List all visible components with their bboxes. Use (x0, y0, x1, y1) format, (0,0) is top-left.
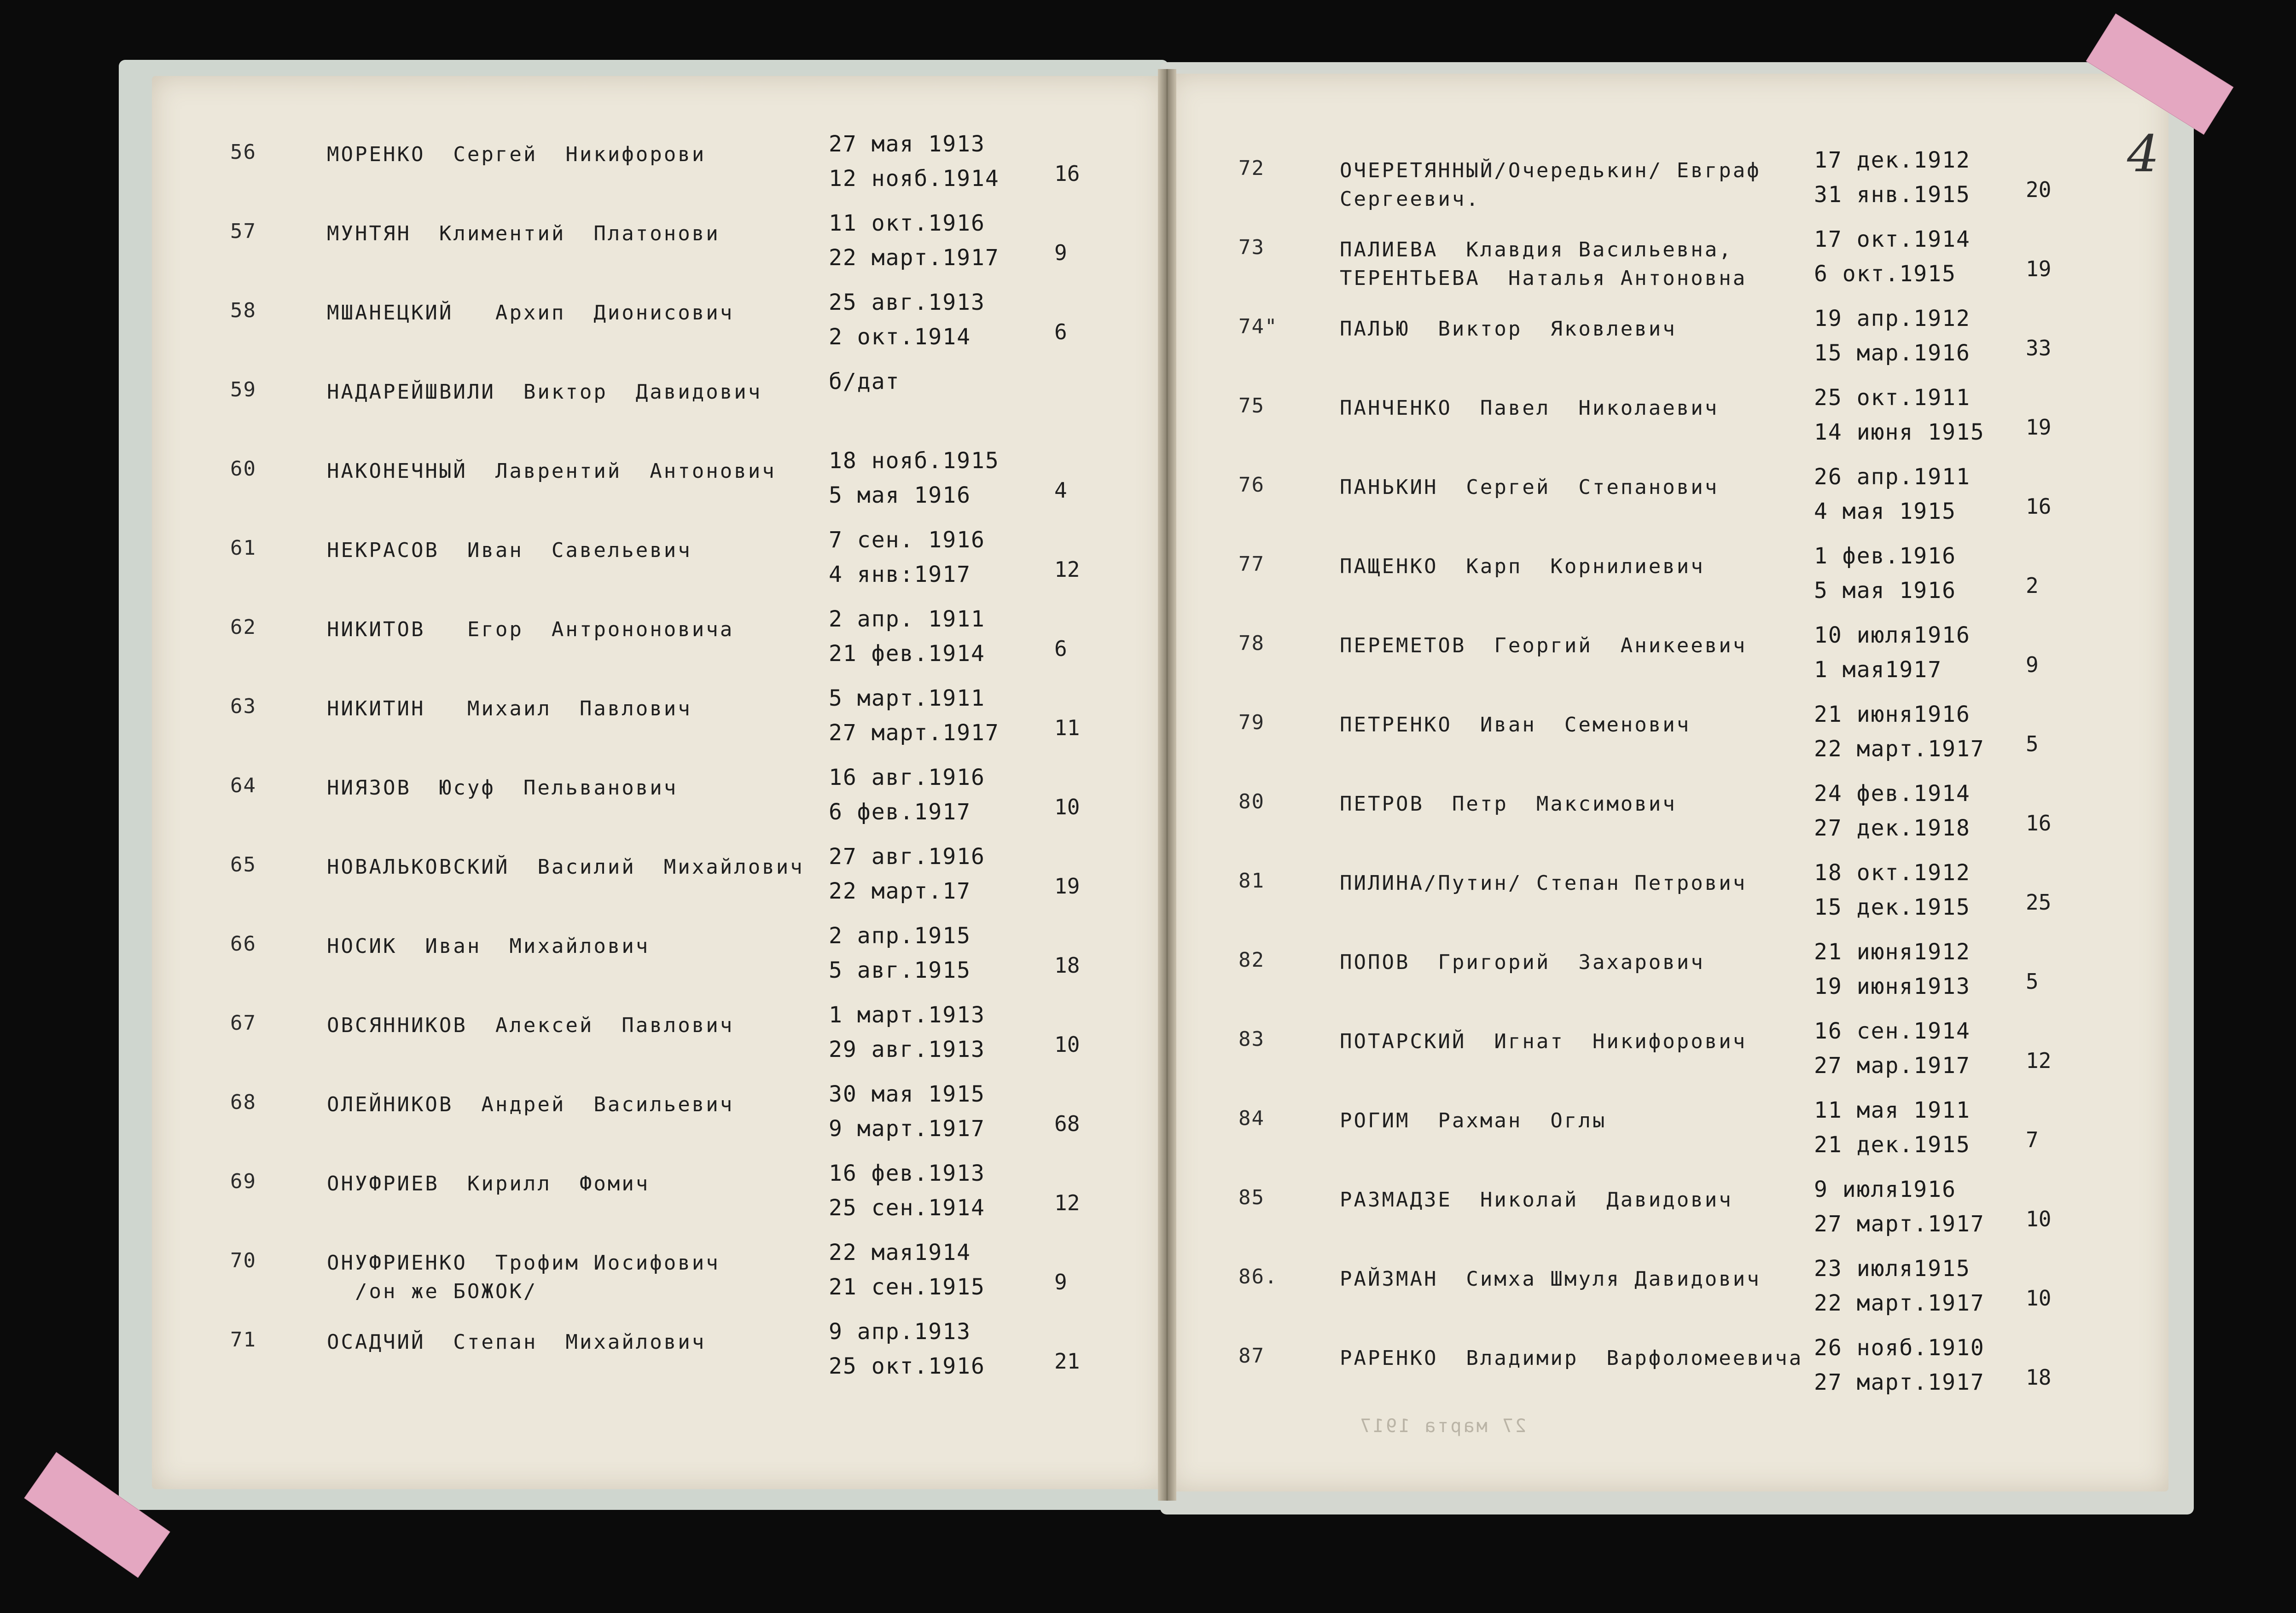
entry-date-end: 21 фев.1914 (829, 641, 985, 667)
entry-count: 12 (1054, 557, 1080, 582)
entry-number: 71 (230, 1328, 256, 1352)
entry-count: 19 (1054, 874, 1080, 899)
entry-date-end: 6 фев.1917 (829, 799, 971, 825)
entry-name: ПАЩЕНКО Карп Корнилиевич (1340, 555, 1705, 578)
entry-count: 10 (1054, 795, 1080, 819)
entry-date-start: 19 апр.1912 (1814, 306, 1970, 331)
entry-name: ОСАДЧИЙ Степан Михайлович (327, 1330, 706, 1354)
entry-number: 70 (230, 1249, 256, 1272)
entry-date-start: 9 июля1916 (1814, 1177, 1956, 1202)
register-entry (152, 844, 1165, 934)
entry-name: ОНУФРИЕВ Кирилл Фомич (327, 1172, 650, 1195)
left-page-entries (152, 76, 1165, 1489)
entry-number: 66 (230, 932, 256, 956)
entry-date-end: 25 окт.1916 (829, 1353, 985, 1379)
register-entry (152, 923, 1165, 1013)
entry-count: 7 (2026, 1127, 2039, 1152)
entry-count: 16 (1054, 161, 1080, 186)
entry-name: НОСИК Иван Михайлович (327, 934, 650, 958)
entry-count: 16 (2026, 494, 2052, 519)
entry-date-start: 21 июня1916 (1814, 702, 1970, 727)
entry-count: 10 (2026, 1286, 2052, 1311)
entry-date-end: 21 сен.1915 (829, 1274, 985, 1300)
register-entry (1169, 226, 2168, 316)
entry-date-end: 31 янв.1915 (1814, 182, 1970, 208)
entry-date-end: 27 дек.1918 (1814, 815, 1970, 841)
register-entry (1169, 1177, 2168, 1266)
entry-date-start: 24 фев.1914 (1814, 781, 1970, 806)
register-entry (1169, 543, 2168, 633)
register-entry (152, 765, 1165, 854)
entry-count: 6 (1054, 319, 1067, 344)
entry-date-start: 30 мая 1915 (829, 1081, 985, 1107)
entry-number: 73 (1238, 236, 1265, 259)
entry-number: 79 (1238, 711, 1265, 734)
register-entry (152, 369, 1165, 458)
entry-date-end: 22 март.1917 (1814, 1290, 1985, 1316)
register-entry (1169, 1097, 2168, 1187)
entry-name: НАДАРЕЙШВИЛИ Виктор Давидович (327, 380, 762, 404)
entry-count: 10 (1054, 1032, 1080, 1057)
entry-count: 25 (2026, 890, 2052, 915)
entry-number: 74" (1238, 315, 1278, 338)
entry-number: 68 (230, 1091, 256, 1114)
entry-date-start: 2 апр.1915 (829, 923, 971, 949)
register-entry (1169, 306, 2168, 395)
entry-name: РАРЕНКО Владимир Варфоломеевича (1340, 1346, 1803, 1370)
entry-count: 21 (1054, 1349, 1080, 1374)
page-number-handwritten: 4 (2127, 124, 2159, 183)
entry-count: 9 (1054, 240, 1067, 265)
entry-name: МОРЕНКО Сергей Никифорови (327, 143, 706, 166)
entry-name: ПИЛИНА/Путин/ Степан Петрович (1340, 871, 1747, 895)
entry-name: НОВАЛЬКОВСКИЙ Василий Михайлович (327, 855, 804, 879)
register-entry (1169, 702, 2168, 791)
entry-date-start: 11 окт.1916 (829, 210, 985, 236)
entry-count: 4 (1054, 478, 1067, 503)
entry-date-start: 1 март.1913 (829, 1002, 985, 1028)
entry-number: 77 (1238, 552, 1265, 576)
entry-name: ПОТАРСКИЙ Игнат Никифорович (1340, 1030, 1747, 1053)
entry-name: ПЕРЕМЕТОВ Георгий Аникеевич (1340, 634, 1747, 657)
entry-name: ОЧЕРЕТЯННЫЙ/Очередькин/ Евграф Сергеевич. (1340, 159, 1761, 211)
entry-count: 9 (2026, 652, 2039, 677)
entry-date-start: 1 фев.1916 (1814, 543, 1956, 569)
register-entry (152, 606, 1165, 696)
entry-date-start: 5 март.1911 (829, 685, 985, 711)
entry-date-end: 22 март.1917 (1814, 736, 1985, 762)
entry-date-start: 16 фев.1913 (829, 1160, 985, 1186)
entry-date-end: 12 нояб.1914 (829, 166, 1000, 191)
entry-date-start: 22 мая1914 (829, 1240, 971, 1265)
entry-count: 10 (2026, 1207, 2052, 1231)
entry-name: ПЕТРОВ Петр Максимович (1340, 792, 1677, 816)
register-entry (152, 1240, 1165, 1329)
entry-date-start: 21 июня1912 (1814, 939, 1970, 965)
entry-count: 16 (2026, 811, 2052, 836)
entry-name: ОНУФРИЕНКО Трофим Иосифович /он же БОЖОК/ (327, 1251, 720, 1303)
entry-date-end: 27 март.1917 (1814, 1211, 1985, 1237)
entry-number: 56 (230, 140, 256, 164)
entry-number: 80 (1238, 790, 1265, 813)
register-entry (1169, 464, 2168, 554)
register-entry (152, 685, 1165, 775)
bleed-through-text: 27 марта 1917 (1358, 1416, 1527, 1437)
entry-number: 82 (1238, 948, 1265, 972)
entry-name: РАЙЗМАН Симха Шмуля Давидович (1340, 1267, 1761, 1291)
entry-name: ПАЛЬЮ Виктор Яковлевич (1340, 317, 1677, 341)
entry-name: ОВСЯННИКОВ Алексей Павлович (327, 1014, 734, 1037)
entry-date-end: 27 март.1917 (1814, 1369, 1985, 1395)
entry-date-start: 11 мая 1911 (1814, 1097, 1970, 1123)
left-page (152, 76, 1165, 1489)
entry-date-start: 9 апр.1913 (829, 1319, 971, 1345)
register-entry (1169, 147, 2168, 237)
entry-date-start: 18 нояб.1915 (829, 448, 1000, 474)
entry-name: НИКИТОВ Егор Антрононовича (327, 618, 734, 641)
entry-date-end: 5 мая 1916 (1814, 578, 1956, 603)
entry-count: 2 (2026, 573, 2039, 598)
entry-date-end: 21 дек.1915 (1814, 1132, 1970, 1158)
entry-number: 76 (1238, 473, 1265, 497)
register-entry (152, 1319, 1165, 1409)
entry-date-start: 2 апр. 1911 (829, 606, 985, 632)
entry-date-end: 2 окт.1914 (829, 324, 971, 350)
entry-number: 83 (1238, 1027, 1265, 1051)
entry-count: 18 (1054, 953, 1080, 978)
entry-number: 75 (1238, 394, 1265, 418)
register-entry (1169, 622, 2168, 712)
entry-date-start: 7 сен. 1916 (829, 527, 985, 553)
entry-date-end: 15 дек.1915 (1814, 894, 1970, 920)
register-entry (152, 1160, 1165, 1250)
entry-count: 5 (2026, 969, 2039, 994)
entry-number: 58 (230, 299, 256, 322)
entry-number: 65 (230, 853, 256, 876)
entry-number: 60 (230, 457, 256, 481)
entry-count: 12 (2026, 1048, 2052, 1073)
entry-date-end: 29 авг.1913 (829, 1037, 985, 1062)
entry-date-end: 4 янв:1917 (829, 562, 971, 587)
entry-name: ОЛЕЙНИКОВ Андрей Васильевич (327, 1093, 734, 1116)
entry-name: ПАЛИЕВА Клавдия Васильевна, ТЕРЕНТЬЕВА Наталья Антоновна (1340, 238, 1747, 290)
entry-number: 72 (1238, 157, 1265, 180)
register-entry (1169, 385, 2168, 475)
entry-name: НАКОНЕЧНЫЙ Лаврентий Антонович (327, 459, 776, 483)
entry-count: 18 (2026, 1365, 2052, 1390)
entry-date-end: 9 март.1917 (829, 1116, 985, 1142)
entry-name: МУНТЯН Климентий Платонови (327, 222, 720, 245)
entry-number: 57 (230, 220, 256, 243)
register-entry (1169, 1018, 2168, 1108)
entry-date-start: 17 дек.1912 (1814, 147, 1970, 173)
entry-number: 59 (230, 378, 256, 401)
entry-date-start: 18 окт.1912 (1814, 860, 1970, 886)
entry-count: 19 (2026, 256, 2052, 281)
entry-count: 11 (1054, 715, 1080, 740)
entry-name: ПЕТРЕНКО Иван Семенович (1340, 713, 1691, 737)
entry-date-end: 25 сен.1914 (829, 1195, 985, 1221)
entry-name: ПОПОВ Григорий Захарович (1340, 951, 1705, 974)
register-entry (152, 290, 1165, 379)
entry-number: 86. (1238, 1265, 1278, 1288)
entry-number: 85 (1238, 1186, 1265, 1209)
entry-number: 81 (1238, 869, 1265, 893)
entry-number: 78 (1238, 632, 1265, 655)
entry-name: ПАНЧЕНКО Павел Николаевич (1340, 396, 1719, 420)
entry-date-start: 27 мая 1913 (829, 131, 985, 157)
entry-date-end: 15 мар.1916 (1814, 340, 1970, 366)
entry-count: 9 (1054, 1270, 1067, 1294)
entry-date-end: 5 мая 1916 (829, 482, 971, 508)
entry-name: ПАНЬКИН Сергей Степанович (1340, 476, 1719, 499)
register-entry (152, 131, 1165, 221)
entry-date-end: 22 март.1917 (829, 245, 1000, 271)
entry-date-start: 25 окт.1911 (1814, 385, 1970, 411)
entry-count: 6 (1054, 636, 1067, 661)
entry-number: 84 (1238, 1107, 1265, 1130)
entry-count: 12 (1054, 1190, 1080, 1215)
register-entry (152, 448, 1165, 538)
entry-date-end: 22 март.17 (829, 878, 971, 904)
entry-date-start: 26 апр.1911 (1814, 464, 1970, 490)
entry-count: 19 (2026, 415, 2052, 440)
entry-count: 68 (1054, 1111, 1080, 1136)
entry-count: 5 (2026, 731, 2039, 756)
entry-number: 69 (230, 1170, 256, 1193)
right-page (1169, 74, 2168, 1491)
entry-name: МШАНЕЦКИЙ Архип Дионисович (327, 301, 734, 325)
entry-date-start: 26 нояб.1910 (1814, 1335, 1985, 1361)
entry-name: НИЯЗОВ Юсуф Пельванович (327, 776, 678, 800)
entry-date-start: 23 июля1915 (1814, 1256, 1970, 1282)
entry-date-end: 19 июня1913 (1814, 974, 1970, 999)
entry-number: 62 (230, 615, 256, 639)
entry-date-end: 5 авг.1915 (829, 957, 971, 983)
entry-date-start: 25 авг.1913 (829, 290, 985, 315)
entry-name: РАЗМАДЗЕ Николай Давидович (1340, 1188, 1733, 1212)
entry-name: НИКИТИН Михаил Павлович (327, 697, 692, 720)
entry-date-end: 14 июня 1915 (1814, 419, 1985, 445)
entry-date-end: 4 мая 1915 (1814, 499, 1956, 524)
entry-date-start: 17 окт.1914 (1814, 226, 1970, 252)
entry-date-start: 10 июля1916 (1814, 622, 1970, 648)
entry-date-start: 16 сен.1914 (1814, 1018, 1970, 1044)
entry-number: 67 (230, 1011, 256, 1035)
entry-date-end: 27 март.1917 (829, 720, 1000, 746)
register-entry (152, 210, 1165, 300)
entry-name: НЕКРАСОВ Иван Савельевич (327, 539, 692, 562)
register-entry (152, 1002, 1165, 1092)
entry-name: РОГИМ Рахман Оглы (1340, 1109, 1607, 1132)
entry-date-end: 27 мар.1917 (1814, 1053, 1970, 1079)
register-entry (1169, 860, 2168, 950)
register-entry (1169, 1256, 2168, 1346)
register-entry (152, 527, 1165, 617)
book-spine-fold (1158, 69, 1176, 1501)
entry-number: 64 (230, 774, 256, 797)
entry-date-end: 6 окт.1915 (1814, 261, 1956, 287)
right-page-entries (1169, 74, 2168, 1491)
register-entry (1169, 781, 2168, 870)
register-entry (1169, 939, 2168, 1029)
entry-count: 20 (2026, 177, 2052, 202)
entry-number: 61 (230, 536, 256, 560)
entry-date-start: 27 авг.1916 (829, 844, 985, 870)
entry-number: 87 (1238, 1344, 1265, 1368)
entry-number: 63 (230, 695, 256, 718)
entry-date-end: 1 мая1917 (1814, 657, 1942, 683)
entry-date-start: б/дат (829, 369, 900, 395)
register-entry (152, 1081, 1165, 1171)
register-entry (1169, 1335, 2168, 1425)
entry-count: 33 (2026, 336, 2052, 360)
entry-date-start: 16 авг.1916 (829, 765, 985, 790)
